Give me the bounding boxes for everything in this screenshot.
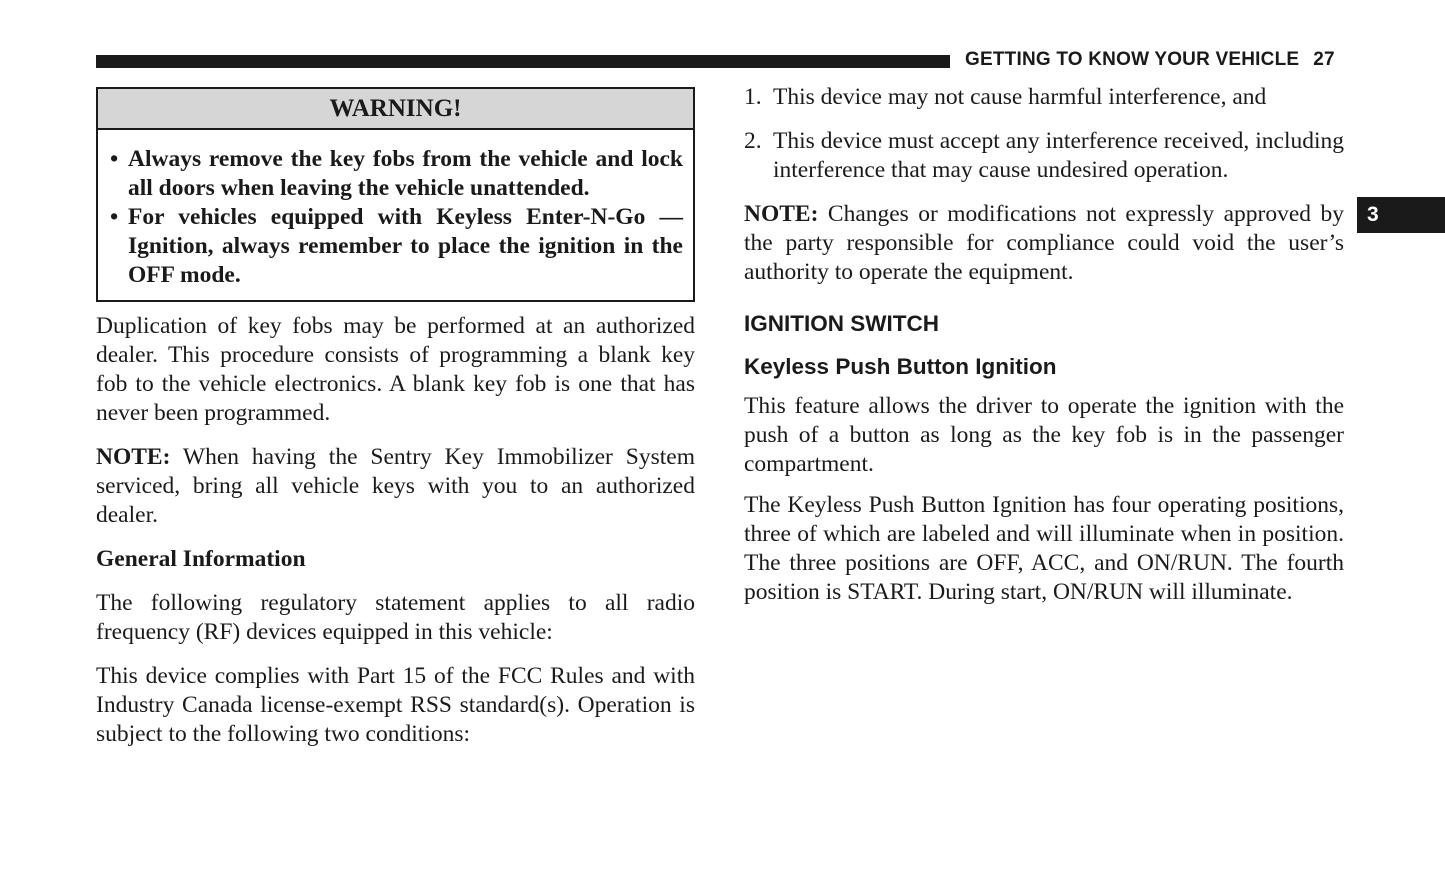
warning-item-text: Always remove the key fobs from the vehicle and lock all doors when leaving the vehicle unattended. [128, 146, 683, 201]
regulatory-paragraph: The following regulatory statement applies to all radio frequency (RF) devices equipped in this vehicle: [96, 590, 695, 645]
keyless-push-button-heading: Keyless Push Button Ignition [744, 354, 1057, 379]
left-column [96, 87, 695, 749]
positions-paragraph: The Keyless Push Button Ignition has four operating positions, three of which are labeled and will illuminate when in position. The three positions are OFF, ACC, and ON/RUN. The fourth position is START. During start, ON/RUN will illuminate. [744, 492, 1344, 605]
warning-item [110, 145, 683, 203]
note-sentry-paragraph [96, 443, 695, 530]
duplication-paragraph: Duplication of key fobs may be performed at an authorized dealer. This procedure consists of programming a blank key fob to the vehicle electronics. A blank key fob is one that has never been programmed. [96, 313, 695, 426]
warning-box [96, 87, 695, 302]
bullet-icon: • [110, 204, 119, 230]
general-information-heading: General Information [96, 546, 306, 572]
bullet-icon: • [110, 146, 119, 172]
right-column [744, 83, 1344, 607]
warning-list [98, 130, 693, 300]
feature-paragraph: This feature allows the driver to operate the ignition with the push of a button as long as the key fob is in the passenger compartment. [744, 393, 1344, 477]
note-label: NOTE: [96, 444, 171, 470]
note-text: When having the Sentry Key Immobilizer System serviced, bring all vehicle keys with you to an authorized dealer. [96, 444, 695, 528]
conditions-list [744, 83, 1344, 185]
condition-item [744, 83, 1344, 112]
warning-item-text: For vehicles equipped with Keyless Enter-N-Go — Ignition, always remember to place the ignition in the OFF mode. [128, 204, 683, 288]
condition-text: This device must accept any interference received, including interference that may cause undesired operation. [773, 128, 1344, 183]
page-number: 27 [1313, 49, 1335, 70]
condition-item [744, 127, 1344, 185]
running-header [965, 49, 1335, 71]
section-title: GETTING TO KNOW YOUR VEHICLE [965, 49, 1300, 70]
warning-title: WARNING! [98, 89, 693, 130]
note-text: Changes or modifications not expressly approved by the party responsible for compliance could void the user’s authority to operate the equipment. [744, 201, 1344, 285]
condition-number: 1. [744, 84, 762, 110]
ignition-switch-heading: IGNITION SWITCH [744, 311, 939, 336]
note-changes-paragraph [744, 200, 1344, 287]
condition-text: This device may not cause harmful interference, and [773, 84, 1267, 110]
header-rule [96, 55, 950, 68]
fcc-paragraph: This device complies with Part 15 of the FCC Rules and with Industry Canada license-exempt RSS standard(s). Operation is subject to the following two conditions: [96, 663, 695, 747]
warning-item [110, 203, 683, 290]
condition-number: 2. [744, 128, 762, 154]
note-label: NOTE: [744, 201, 819, 227]
chapter-tab: 3 [1357, 197, 1445, 233]
